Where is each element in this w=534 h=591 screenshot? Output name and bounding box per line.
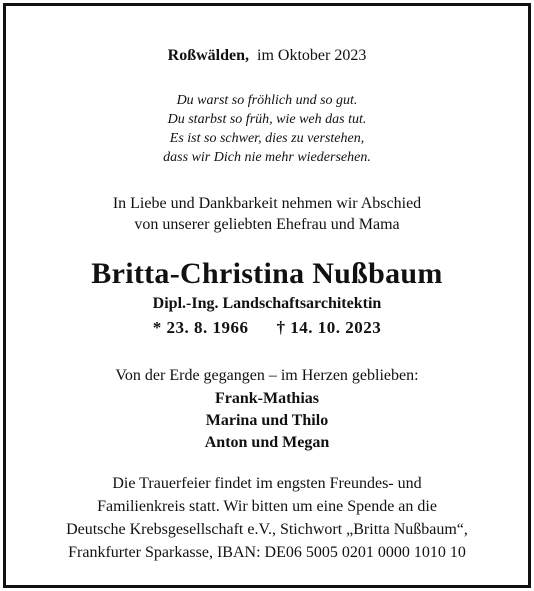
funeral-line: Frankfurter Sparkasse, IBAN: DE06 5005 0201 0000 1010 10: [68, 544, 466, 561]
farewell-intro: [0, 193, 534, 235]
mourners-intro: Von der Erde gegangen – im Herzen geblieben:: [115, 367, 419, 384]
intro-line: In Liebe und Dankbarkeit nehmen wir Abschied: [112, 195, 422, 212]
poem-line: Es ist so schwer, dies zu verstehen,: [169, 131, 365, 146]
funeral-line: Deutsche Krebsgesellschaft e.V., Stichwort „Britta Nußbaum“,: [66, 521, 468, 538]
place-name: Roßwälden,: [167, 47, 250, 64]
memorial-poem: [0, 91, 534, 167]
mourner-name: Frank-Mathias: [215, 390, 319, 407]
deceased-title: Dipl.-Ing. Landschaftsarchitektin: [152, 295, 382, 312]
mourner-name: Marina und Thilo: [205, 412, 329, 429]
funeral-line: Familienkreis statt. Wir bitten um eine Spende an die: [97, 498, 437, 515]
funeral-line: Die Trauerfeier findet im engsten Freundes- und: [112, 475, 422, 492]
poem-line: Du warst so fröhlich und so gut.: [176, 93, 358, 108]
poem-line: Du starbst so früh, wie weh das tut.: [167, 112, 367, 127]
birth-date: * 23. 8. 1966: [152, 318, 249, 337]
place-date-line: [0, 46, 534, 66]
notice-date: im Oktober 2023: [257, 47, 367, 64]
life-dates: [0, 317, 534, 339]
intro-line: von unserer geliebten Ehefrau und Mama: [134, 216, 400, 233]
death-date: † 14. 10. 2023: [276, 318, 382, 337]
mourner-name: Anton und Megan: [204, 434, 330, 451]
mourners-list: [0, 388, 534, 454]
deceased-name: Britta-Christina Nußbaum: [91, 257, 443, 290]
funeral-note: [0, 472, 534, 564]
poem-line: dass wir Dich nie mehr wiedersehen.: [163, 150, 371, 165]
